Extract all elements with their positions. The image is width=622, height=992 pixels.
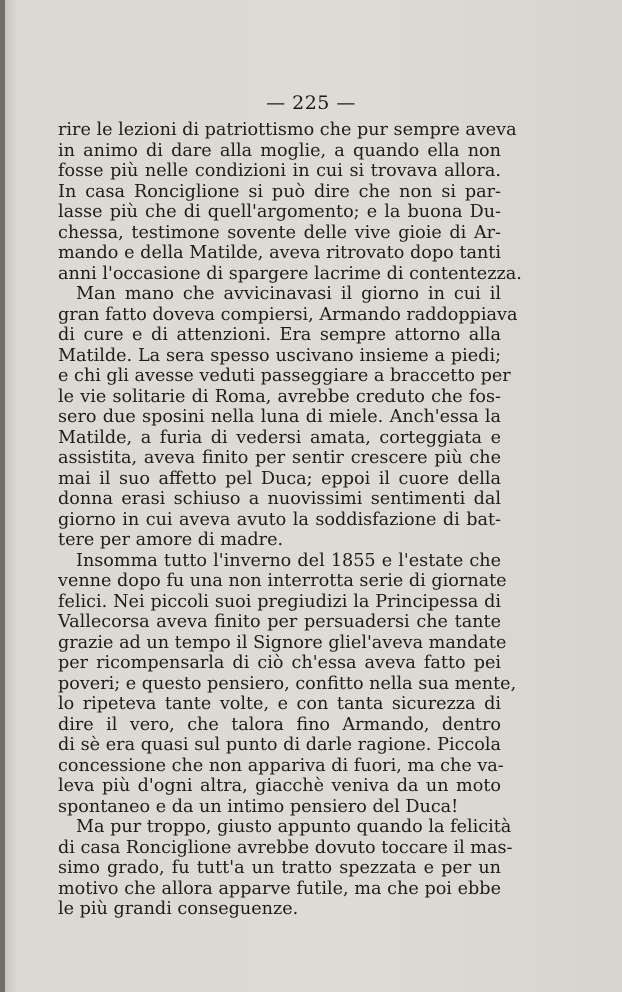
page-number: — 225 —: [266, 92, 356, 114]
text-line: e chi gli avesse veduti passeggiare a braccetto per: [58, 366, 511, 386]
text-line: felici. Nei piccoli suoi pregiudizi la Principessa di: [58, 591, 501, 612]
text-line: chessa, testimone sovente delle vive gioie di Ar-: [58, 222, 501, 243]
paragraph: [58, 120, 522, 284]
text-line: Ma pur troppo, giusto appunto quando la felicità: [76, 817, 512, 837]
text-line: di sè era quasi sul punto di darle ragione. Piccola: [58, 735, 501, 755]
text-line: Vallecorsa aveva finito per persuadersi che tante: [58, 612, 501, 632]
text-line: le più grandi conseguenze.: [58, 899, 299, 919]
paragraph: [58, 550, 517, 818]
text-line: assistita, aveva finito per sentir crescere più che: [58, 448, 501, 468]
text-line: simo grado, fu tutt'a un tratto spezzata e per un: [58, 858, 501, 878]
page-gutter-shadow: [0, 0, 5, 992]
text-line: mai il suo affetto pel Duca; eppoi il cuore della: [58, 468, 501, 489]
text-line: grazie ad un tempo il Signore gliel'aveva mandate: [58, 632, 507, 653]
paragraph: [58, 284, 518, 551]
text-line: leva più d'ogni altra, giacchè veniva da un moto: [58, 776, 501, 796]
text-line: di cure e di attenzioni. Era sempre attorno alla: [58, 325, 501, 345]
text-line: gran fatto doveva compiersi, Armando raddoppiava: [58, 304, 518, 325]
text-line: motivo che allora apparve futile, ma che poi ebbe: [58, 878, 501, 899]
text-line: In casa Ronciglione si può dire che non si par-: [58, 181, 501, 202]
text-line: mando e della Matilde, aveva ritrovato dopo tanti: [58, 243, 501, 263]
text-line: Insomma tutto l'inverno del 1855 e l'estate che: [76, 550, 501, 571]
text-line: sero due sposini nella luna di miele. Anch'essa la: [58, 407, 501, 427]
text-line: concessione che non appariva di fuori, ma che va-: [58, 755, 504, 776]
text-line: spontaneo e da un intimo pensiero del Duca!: [58, 796, 459, 817]
text-line: Matilde, a furia di vedersi amata, corteggiata e: [58, 427, 501, 448]
text-line: le vie solitarie di Roma, avrebbe creduto che fos-: [58, 386, 501, 407]
text-line: di casa Ronciglione avrebbe dovuto toccare il mas-: [58, 837, 513, 858]
text-line: tere per amore di madre.: [58, 530, 284, 550]
text-line: Matilde. La sera spesso uscivano insieme a piedi;: [58, 345, 501, 366]
paragraph: [58, 817, 513, 920]
text-line: poveri; e questo pensiero, confitto nella sua mente,: [58, 673, 517, 694]
text-line: Man mano che avvicinavasi il giorno in cui il: [76, 284, 501, 304]
text-line: lo ripeteva tante volte, e con tanta sicurezza di: [58, 694, 501, 714]
text-line: giorno in cui aveva avuto la soddisfazione di bat-: [58, 509, 501, 530]
text-line: fosse più nelle condizioni in cui si trovava allora.: [58, 161, 501, 181]
text-line: per ricompensarla di ciò ch'essa aveva fatto pei: [58, 653, 501, 673]
text-line: dire il vero, che talora fino Armando, dentro: [58, 714, 501, 735]
body-text: [58, 120, 522, 920]
text-line: rire le lezioni di patriottismo che pur sempre aveva: [58, 120, 517, 140]
text-line: donna erasi schiuso a nuovissimi sentimenti dal: [58, 489, 501, 509]
text-line: in animo di dare alla moglie, a quando ella non: [58, 140, 501, 161]
text-line: venne dopo fu una non interrotta serie di giornate: [58, 571, 507, 591]
text-line: anni l'occasione di spargere lacrime di contentezza.: [58, 263, 522, 284]
text-line: lasse più che di quell'argomento; e la buona Du-: [58, 202, 501, 222]
